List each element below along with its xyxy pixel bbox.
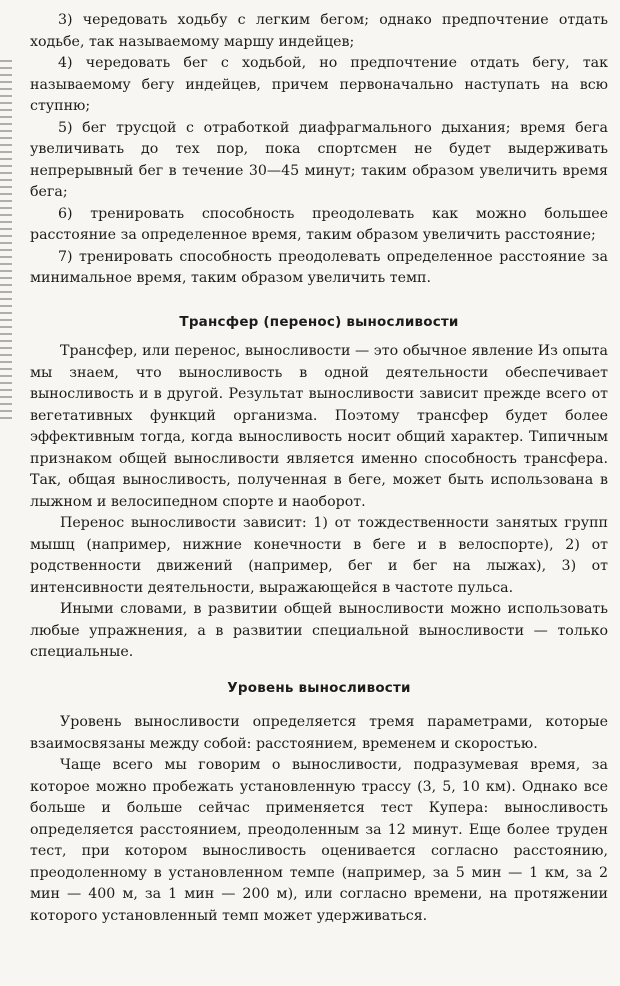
section-transfer-body [30, 341, 608, 664]
paragraph: Перенос выносливости зависит: 1) от тождественности занятых групп мышц (например, нижние конечности в беге и в велоспорте), 2) от родственности движений (например, бег и бег на лыжах), 3) от интенсивности деятельности, выражающейся в частоте пульса. [30, 515, 608, 596]
paragraph: Уровень выносливости определяется тремя параметрами, которые взаимосвязаны между собой: расстоянием, временем и скоростью. [30, 714, 608, 752]
list-item: 4) чередовать бег с ходьбой, но предпочтение отдать бегу, так называемому бегу индейцев, причем первоначально наступать на всю ступню; [30, 55, 608, 114]
section-level [30, 680, 608, 696]
method-list [30, 10, 608, 290]
section-heading: Трансфер (перенос) выносливости [179, 314, 459, 330]
section-level-body [30, 712, 608, 927]
scan-edge-artifact [0, 60, 12, 420]
section-transfer [30, 314, 608, 330]
paragraph: Трансфер, или перенос, выносливости — это обычное явление Из опыта мы знаем, что выносливость в одной деятельности обеспечивает выносливость и в другой. Результат выносливости зависит прежде всего от вегетативных функций организма. Поэтому трансфер будет более эффективным тогда, когда выносливость носит общий характер. Типичным признаком общей выносливости является именно способность трансфера. Так, общая выносливость, полученная в беге, может быть использована в лыжном и велосипедном спорте и наоборот. [30, 343, 608, 510]
list-item: 6) тренировать способность преодолевать как можно большее расстояние за определенное время, таким образом увеличить расстояние; [30, 205, 608, 243]
paragraph: Чаще всего мы говорим о выносливости, подразумевая время, за которое можно пробежать установленную трассу (3, 5, 10 км). Однако все больше и больше сейчас применяется тест Купера: выносливость определяется расстоянием, преодоленным за 12 минут. Еще более труден тест, при котором выносливость оценивается согласно расстоянию, преодоленному в установленном темпе (например, за 5 мин — 1 км, за 2 мин — 400 м, за 1 мин — 200 м), или согласно времени, на протяжении которого установленный темп может удерживаться. [30, 757, 608, 924]
section-heading: Уровень выносливости [227, 680, 411, 696]
list-item: 3) чередовать ходьбу с легким бегом; однако предпочтение отдать ходьбе, так называемому маршу индейцев; [30, 12, 608, 50]
paragraph: Иными словами, в развитии общей выносливости можно использовать любые упражнения, а в развитии специальной выносливости — только специальные. [30, 601, 608, 660]
list-item: 7) тренировать способность преодолевать определенное расстояние за минимальное время, таким образом увеличить темп. [30, 248, 608, 286]
list-item: 5) бег трусцой с отработкой диафрагмального дыхания; время бега увеличивать до тех пор, пока спортсмен не будет выдерживать непрерывный бег в течение 30—45 минут; таким образом увеличить время бега; [30, 119, 608, 200]
